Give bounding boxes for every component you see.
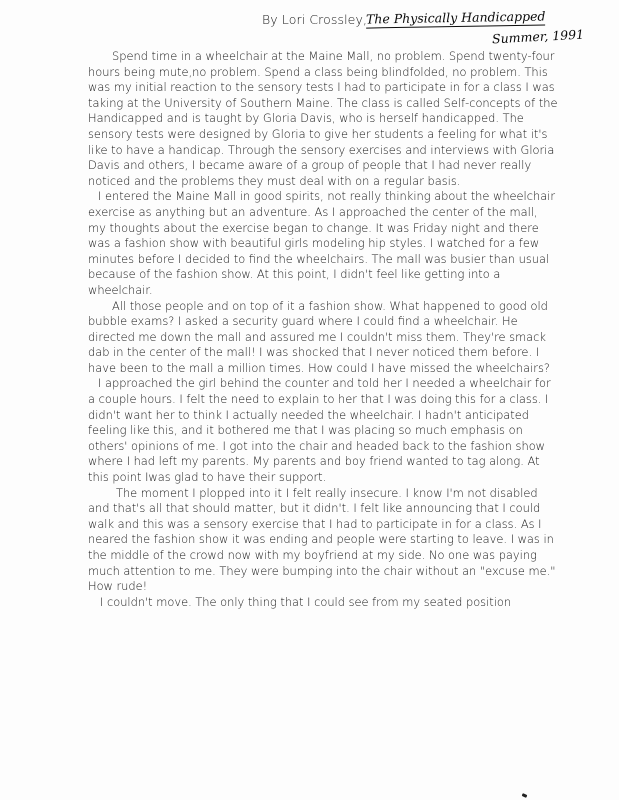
header [262, 8, 612, 48]
paragraph: The moment I plopped into it I felt really insecure. I know I'm not disabled and that's all that should matter, but it didn't. I felt like announcing that I could walk and this was a sensory exercise that I had to participate in for a class. As I neared the fashion show it was ending and people were starting to leave. I was in the middle of the crowd now with my boyfriend at my side. No one was paying much attention to me. They were bumping into the chair without an "excuse me." How rude! [88, 485, 556, 594]
author-line: By Lori Crossley, [262, 12, 368, 27]
handwritten-date: Summer, 1991 [491, 26, 585, 47]
paragraph: I approached the girl behind the counter and told her I needed a wheelchair for a couple hours. I felt the need to explain to her that I was doing this for a class. I didn't want her to think I actually needed the wheelchair. I hadn't anticipated feeling like this, and it bothered me that I was placing so much emphasis on others' opinions of me. I got into the chair and headed back to the fashion show where I had left my parents. My parents and boy friend wanted to tag along. At this point Iwas glad to have their support. [88, 376, 551, 485]
paragraph: I entered the Maine Mall in good spirits, not really thinking about the wheelchair exercise as anything but an adventure. As I approached the center of the mall, my thoughts about the exercise began to change. It was Friday night and there was a fashion show with beautiful girls modeling hip styles. I watched for a few minutes before I decided to find the wheelchairs. The mall was busier than usual because of the fashion show. At this point, I didn't feel like getting into a wheelchair. [88, 189, 556, 297]
scan-speck [522, 793, 528, 798]
paragraph: All those people and on top of it a fashion show. What happened to good old bubble exams? I asked a security guard where I could find a wheelchair. He directed me down the mall and assured me I couldn't miss them. They're smack dab in the center of the mall! I was shocked that I never noticed them before. I have been to the mall a million times. How could I have missed the wheelchairs? [88, 298, 550, 375]
paragraph: Spend time in a wheelchair at the Maine Mall, no problem. Spend twenty-four hours being mute,no problem. Spend a class being blindfolded, no problem. This was my initial reaction to the sensory tests I had to participate in for a class I was taking at the University of Southern Maine. The class is called Self-concepts of the Handicapped and is taught by Gloria Davis, who is herself handicapped. The sensory tests were designed by Gloria to give her students a feeling for what it's like to have a handicap. Through the sensory exercises and interviews with Gloria Davis and others, I became aware of a group of people that I had never really noticed and the problems they must deal with on a regular basis. [88, 49, 558, 188]
handwritten-title: The Physically Handicapped [365, 8, 546, 27]
essay-body [88, 49, 558, 610]
paragraph: I couldn't move. The only thing that I could see from my seated position [100, 594, 512, 609]
